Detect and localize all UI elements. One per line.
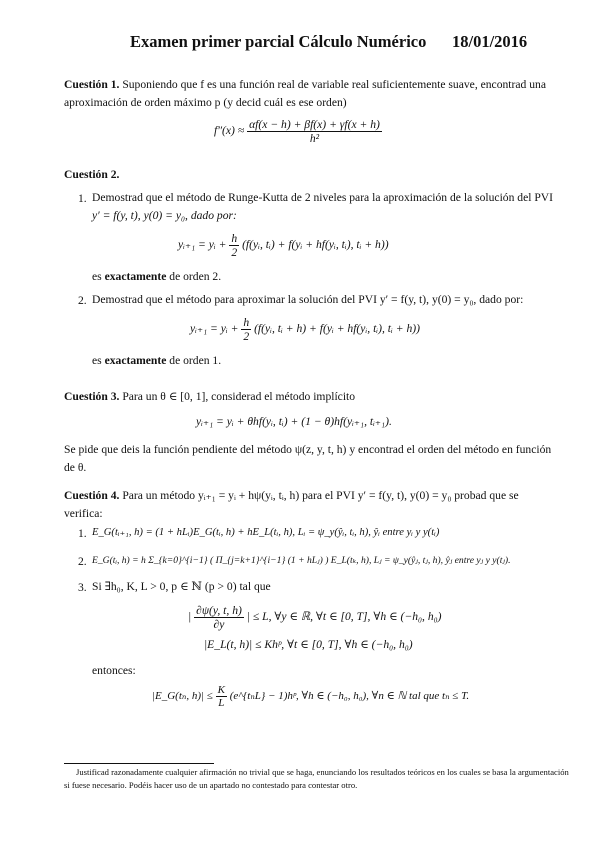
q2-label: Cuestión 2. [64, 168, 120, 181]
q4-condition1-rhs: | ≤ L, ∀y ∈ ℝ, ∀t ∈ [0, T], ∀h ∈ (−h₀, h₀) [246, 610, 442, 624]
q4-final-frac-num: K [217, 684, 225, 696]
q2-item2-conclusion [92, 352, 221, 370]
q1-text-line1 [64, 76, 574, 94]
abs-bar-left: | [188, 610, 192, 624]
q4-label: Cuestión 4. [64, 489, 120, 502]
q2-item2-fraction [241, 316, 251, 343]
q4-item1-number: 1. [78, 527, 87, 540]
q1-formula-numerator: αf(x − h) + βf(x) + γf(x + h) [249, 118, 380, 131]
q1-formula-lhs: f″(x) ≈ [214, 124, 245, 138]
footnote-rule [64, 763, 214, 764]
q1-formula [214, 118, 382, 145]
q2-item2-concl-b: exactamente [104, 354, 167, 367]
q2-item2-frac-num: h [243, 316, 250, 329]
q4-final-frac-den: L [216, 696, 227, 709]
q2-item2-formula-lhs: yᵢ₊₁ = yᵢ + [190, 322, 239, 336]
q1-formula-fraction [247, 118, 382, 145]
q2-item2-concl-c: de orden 1. [169, 354, 222, 367]
q4-text-line [64, 487, 584, 505]
q4-item2-number: 2. [78, 555, 87, 568]
q4-condition2: |E_L(t, h)| ≤ Khᵖ, ∀t ∈ [0, T], ∀h ∈ (−h₀, h₀) [204, 638, 413, 651]
q4-partial-num: ∂ψ(y, t, h) [196, 604, 242, 617]
q3-text2-b: de θ. [64, 461, 87, 474]
q2-item1-formula [178, 232, 389, 259]
q4-final-rhs: (e^{tₙL} − 1)hᵖ, ∀h ∈ (−h₀, h₀), ∀n ∈ ℕ tal que tₙ ≤ T. [229, 690, 470, 703]
q2-item1-concl-b: exactamente [104, 270, 167, 283]
q4-final-fraction [216, 684, 227, 709]
exam-date: 18/01/2016 [452, 32, 528, 51]
q2-item2-concl-a: es [92, 354, 102, 367]
q1-label: Cuestión 1. [64, 78, 120, 91]
q4-final-formula [152, 684, 469, 709]
q3-text-line [64, 388, 574, 406]
q2-item1-text-a: Demostrad que el método de Runge-Kutta de 2 niveles para la aproximación de la solución del PVI [92, 191, 554, 204]
q2-item2-formula-rhs: (f(yᵢ, tᵢ + h) + f(yᵢ + hf(yᵢ, tᵢ), tᵢ + h)) [254, 322, 420, 336]
q2-item1-text-b: y′ = f(y, t), y(0) = y₀, dado por: [92, 209, 237, 222]
q4-item3: Si ∃h₀, K, L > 0, p ∈ ℕ (p > 0) tal que [92, 580, 271, 593]
q2-item1-frac-den: 2 [231, 246, 238, 259]
q4-text-a: Para un método yᵢ₊₁ = yᵢ + hψ(yᵢ, tᵢ, h) para el PVI y′ = f(y, t), y(0) = y₀ probad que se [122, 489, 519, 502]
q1-text-a: Suponiendo que f es una función real de variable real suficientemente suave, encontrad una [122, 78, 546, 91]
q2-item2-text: Demostrad que el método para aproximar la solución del PVI y′ = f(y, t), y(0) = y₀, dado por: [92, 293, 524, 306]
q2-item1-conclusion [92, 268, 221, 286]
q3-formula: yᵢ₊₁ = yᵢ + θhf(yᵢ, tᵢ) + (1 − θ)hf(yᵢ₊₁, tᵢ₊₁). [196, 415, 392, 428]
q2-item1-frac-num: h [231, 232, 238, 245]
q4-item2: E_G(tᵢ, h) = h Σ_{k=0}^{i−1} ( Π_{j=k+1}^{i−1} (1 + hLⱼ) ) E_L(tₖ, h), Lⱼ = ψ_y(ŷⱼ, tⱼ, h), ŷⱼ entre yⱼ y y(tⱼ). [92, 555, 511, 566]
q3-text: Para un θ ∈ [0, 1], considerad el método implícito [122, 390, 356, 403]
q1-text-b: aproximación de orden máximo p (y decid cuál es ese orden) [64, 96, 347, 109]
q1-formula-denominator: h² [247, 131, 382, 145]
q2-item1-concl-a: es [92, 270, 102, 283]
q3-label: Cuestión 3. [64, 390, 120, 403]
q2-item1-concl-c: de orden 2. [169, 270, 222, 283]
exam-title: Examen primer parcial Cálculo Numérico [130, 32, 427, 51]
q4-item3-number: 3. [78, 581, 87, 594]
q2-item2-frac-den: 2 [243, 330, 250, 343]
q2-item1-fraction [229, 232, 239, 259]
q4-partial-fraction [194, 604, 244, 631]
q2-item2-formula [190, 316, 420, 343]
q4-then: entonces: [92, 664, 136, 677]
q4-item1: E_G(tᵢ₊₁, h) = (1 + hLᵢ)E_G(tᵢ, h) + hE_L(tᵢ, h), Lᵢ = ψ_y(ŷᵢ, tᵢ, h), ŷᵢ entre yᵢ y y(tᵢ) [92, 527, 440, 538]
q2-item1-number: 1. [78, 192, 87, 205]
q3-text2-a: Se pide que deis la función pendiente del método ψ(z, y, t, h) y encontrad el orden del método en función [64, 443, 552, 456]
q2-item1-formula-rhs: (f(yᵢ, tᵢ) + f(yᵢ + hf(yᵢ, tᵢ), tᵢ + h)) [242, 238, 389, 252]
q2-item1-formula-lhs: yᵢ₊₁ = yᵢ + [178, 238, 227, 252]
q4-final-lhs: |E_G(tₙ, h)| ≤ [152, 690, 213, 703]
q4-condition1 [188, 604, 442, 631]
q2-item2-number: 2. [78, 294, 87, 307]
q4-partial-den: ∂y [194, 617, 244, 631]
q4-text-b: verifica: [64, 507, 103, 520]
footnote: Justificad razonadamente cualquier afirmación no trivial que se haga, enunciando los resultados teóricos en los cuales se basa la argumentación si fuese necesario. Podéis hacer uso de un apartado no contestado para contestar otro. [64, 767, 569, 790]
